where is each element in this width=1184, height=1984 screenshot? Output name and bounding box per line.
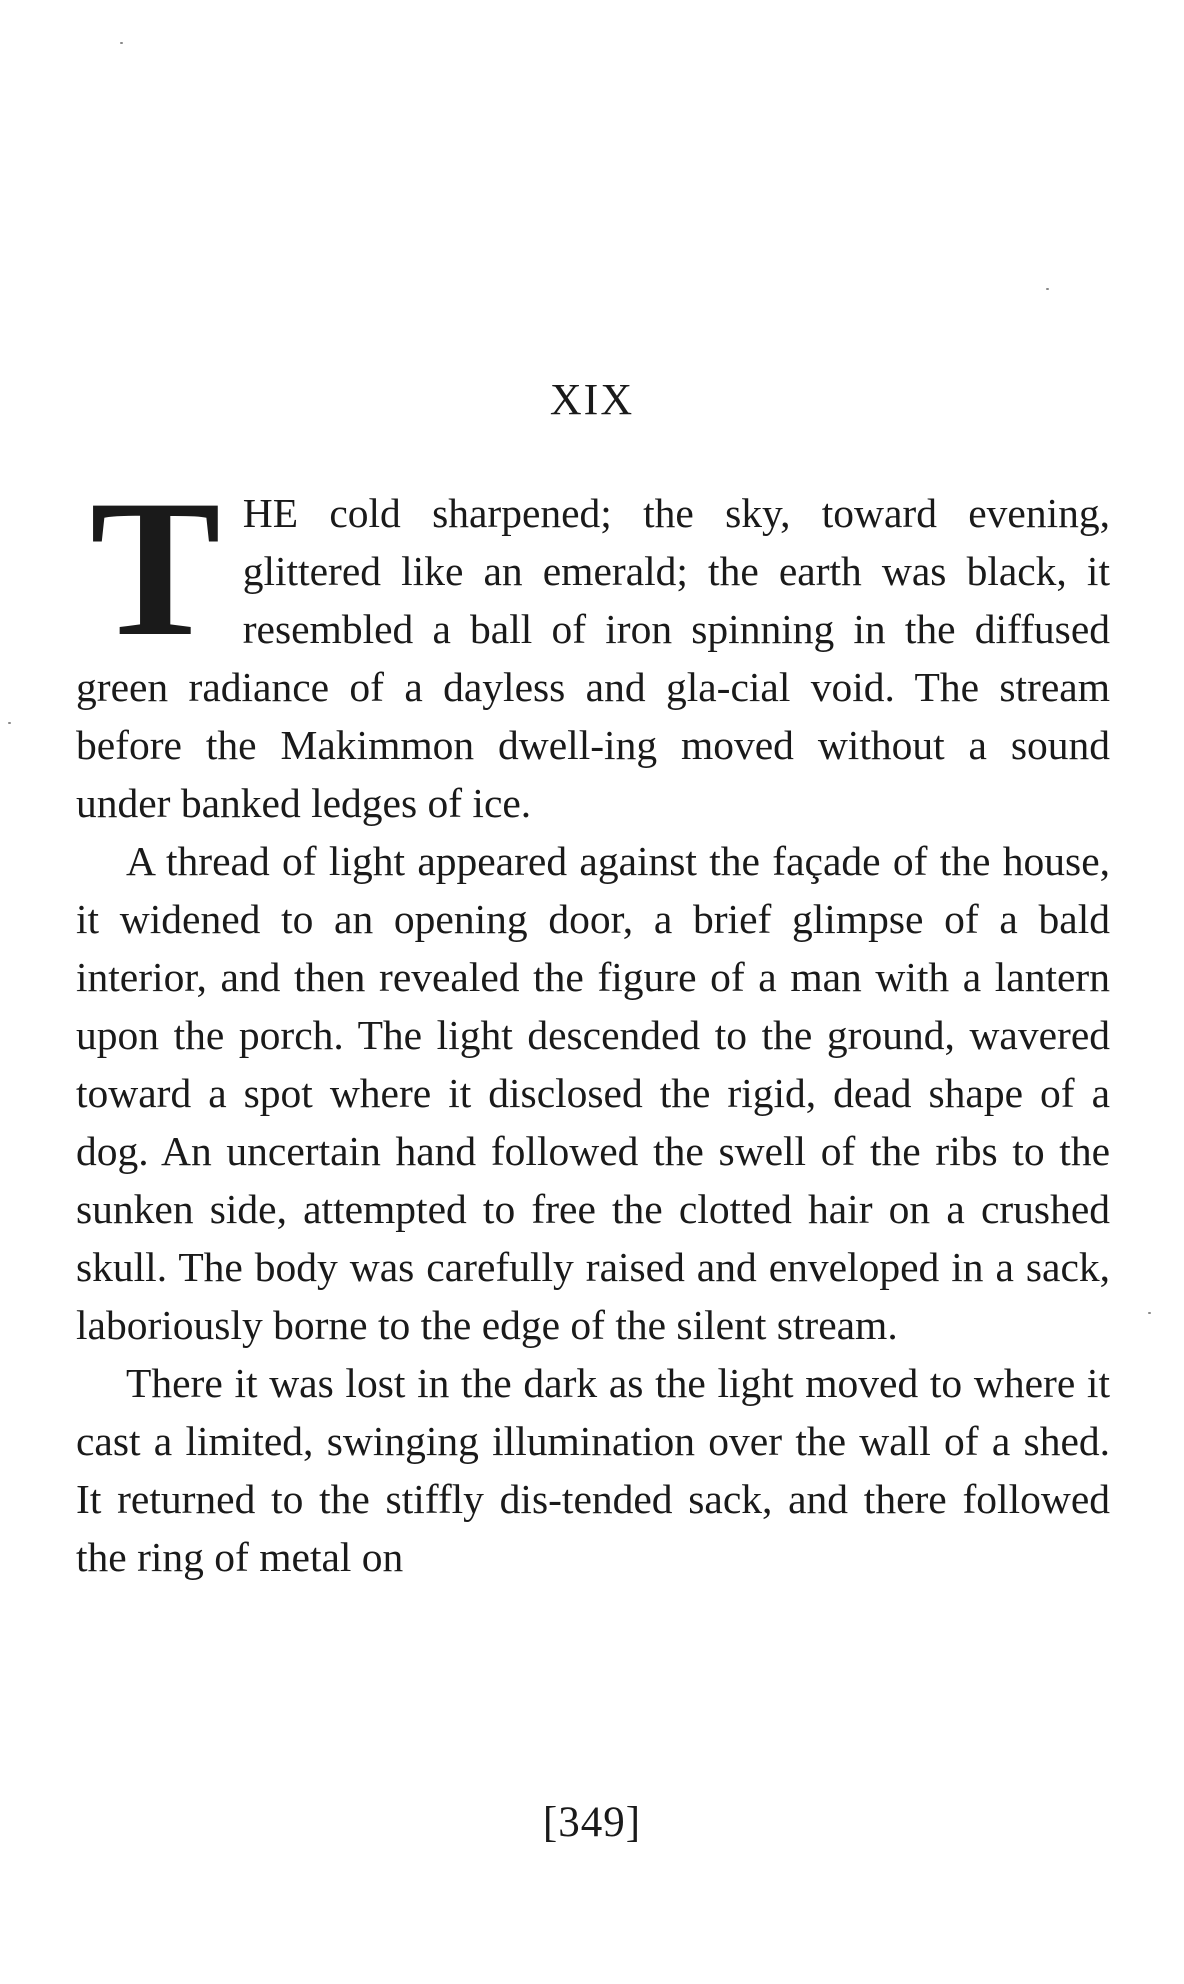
paragraph-2: A thread of light appeared against the façade of the house, it widened to an opening door, a brief glimpse of a bald interior, and then revealed the figure of a man with a lantern upon the porch. The light descended to the ground, wavered toward a spot where it disclosed the rigid, dead shape of a dog. An uncertain hand followed the swell of the ribs to the sunken side, attempted to free the clotted hair on a crushed skull. The body was carefully raised and enveloped in a sack, laboriously borne to the edge of the silent stream. bbox=[76, 838, 1110, 1348]
drop-cap-letter: T bbox=[90, 460, 221, 677]
paragraph-1-text: HE cold sharpened; the sky, toward evening, glittered like an emerald; the earth was black, it resembled a ball of iron spinning in the diffused green radiance of a dayless and gla-cial void. The stream before the Makimmon dwell-ing moved without a sound under banked ledges of ice. bbox=[76, 490, 1110, 826]
paper-speck bbox=[1148, 1312, 1151, 1314]
chapter-text bbox=[76, 460, 1110, 1586]
paper-speck bbox=[120, 42, 123, 44]
paragraph-1 bbox=[76, 460, 1110, 832]
paper-speck bbox=[1046, 288, 1049, 290]
chapter-number: XIX bbox=[549, 375, 635, 424]
paragraph-3: There it was lost in the dark as the light moved to where it cast a limited, swinging illumination over the wall of a shed. It returned to the stiffly dis-tended sack, and there followed the ring of metal on bbox=[76, 1360, 1110, 1580]
page-number: [349] bbox=[542, 1799, 642, 1846]
paper-speck bbox=[8, 722, 11, 724]
